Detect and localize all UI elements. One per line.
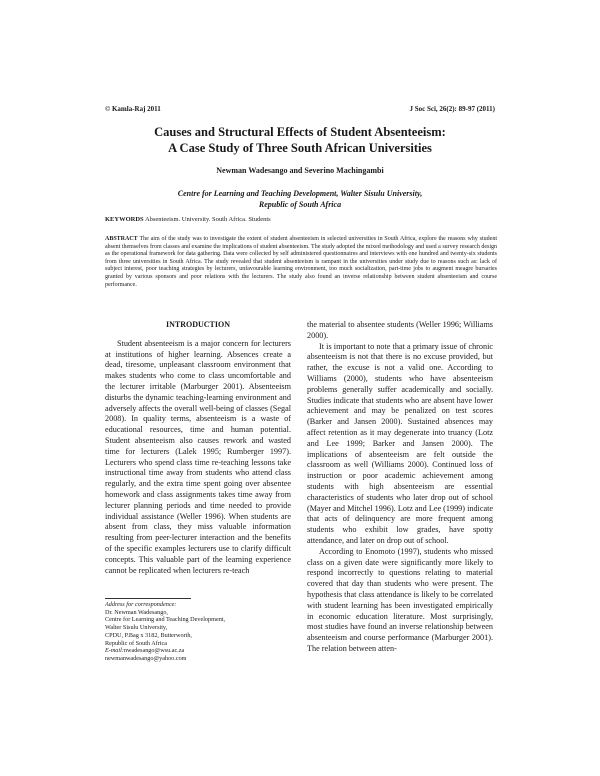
authors: Newman Wadesango and Severino Machingambi <box>216 166 384 175</box>
correspondence-line: Walter Sisulu University, <box>105 624 168 632</box>
abstract-text: The aim of the study was to investigate the extent of student absenteeism in selected universities in South Africa, explore the reasons why student absent themselves from classes and examine the implications of student absenteeism. The study adopted the mixed methodology and used a survey research design as the operational framework for data gathering. Data were collected by self administered questionnaires and interviews with one hundred and twenty-six students from three universities in South Africa. The study revealed that student absenteeism is rampant in the universities under study due to reasons such as: lack of subject interest, poor teaching strategies by lecturers, unfavourable learning environment, too much socialization, part-time jobs to augment meagre bursaries granted by various sponsors and poor relations with the lecturers. The study also found an inverse relationship between student absenteeism and course performance. <box>105 236 497 288</box>
column-left <box>105 320 291 576</box>
keywords-text: Absenteeism. University. South Africa. Students <box>144 216 271 223</box>
correspondence-line: Centre for Learning and Teaching Development, <box>105 616 226 624</box>
correspondence-line: Dr. Newman Wadesango, <box>105 608 168 616</box>
keywords <box>105 216 505 223</box>
paragraph: the material to absentee students (Weller 1996; Williams 2000). <box>307 320 493 340</box>
paragraph: It is important to note that a primary issue of chronic absenteeism is not that there is no excuse provided, but rather, the excuse is not a valid one. According to Williams (2000), students who have absenteeism problems generally suffer academically and socially. Studies indicate that students who are absent have lower achievement and may be penalized on test scores (Barker and Jansen 2000). Sustained absences may affect retention as it may degenerate into truancy (Lotz and Lee 1999; Barker and Jansen 2000). The implications of absenteeism are felt outside the classroom as well (Williams 2000). Continued loss of instruction or poor academic achievement among students with high absenteeism are essential characteristics of students who later drop out of school (Mayer and Mitchel 1996). Lotz and Lee (1999) indicate that acts of delinquency are more frequent among students who exhibit low grades, have spotty attendance, and later on drop out of school. <box>307 341 493 545</box>
email-label: E-mail: <box>105 647 124 655</box>
abstract-label: ABSTRACT <box>105 236 138 242</box>
correspondence-label: Address for correspondence: <box>105 601 177 608</box>
footnote-divider <box>105 598 191 599</box>
affiliation <box>120 188 480 210</box>
title-line-1: Causes and Structural Effects of Student Absenteeism: <box>154 125 446 139</box>
affiliation-line-2: Republic of South Africa <box>258 200 342 209</box>
correspondence-line: Republic of South Africa <box>105 639 168 647</box>
affiliation-line-1: Centre for Learning and Teaching Development, Walter Sisulu University, <box>177 189 423 198</box>
journal-copyright: © Kamla-Raj 2011 <box>105 105 161 113</box>
email-link-1[interactable]: nwadesango@wsu.ac.za <box>123 647 185 655</box>
correspondence-footnote <box>105 601 291 663</box>
section-heading: INTRODUCTION <box>165 320 230 329</box>
email-line <box>105 647 291 655</box>
email-link-2[interactable]: newmanwadesango@yahoo.com <box>105 654 187 662</box>
journal-citation: J Soc Sci, 26(2): 89-97 (2011) <box>409 105 495 113</box>
column-right <box>307 320 493 655</box>
paragraph: According to Enomoto (1997), students who missed class on a given date were significantly more likely to respond incorrectly to questions relating to material covered that day than students who were present. The hypothesis that class attendance is likely to be correlated with student learning has been investigated empirically in economic education literature. Most surprisingly, most studies have found an inverse relationship between absenteeism and course performance (Marburger 2001). The relation between atten- <box>307 546 493 653</box>
abstract <box>105 236 497 289</box>
correspondence-line: CPDU, P.Bag x 3182, Butterworth, <box>105 631 192 639</box>
paragraph: Student absenteeism is a major concern for lecturers at institutions of higher learning. Absences create a dead, tiresome, unpleasant classroom environment that makes students who come to class uncomfortable and the lecturer irritable (Marburger 2001). Absenteeism disturbs the dynamic teaching-learning environment and adversely affects the overall well-being of classes (Segal 2008). In quality terms, absenteeism is a waste of educational resources, time and human potential. Student absenteeism also causes rework and wasted time for lecturers (Lalek 1995; Rumberger 1997). Lecturers who spend class time re-teaching lessons take instructional time away from students who attend class regularly, and the extra time spent going over absentee homework and class assignments takes time away from lecturer planning periods and time needed to provide individual assistance (Weller 1996). When students are absent from class, they miss valuable information resulting from peer-lecturer interaction and the benefits of the specific examples lecturers use to clarify difficult concepts. This valuable part of the learning experience cannot be replicated when lecturers re-teach <box>105 338 291 575</box>
title-line-2: A Case Study of Three South African Universities <box>168 141 432 155</box>
paper-title <box>60 124 540 156</box>
keywords-label: KEYWORDS <box>105 216 144 223</box>
